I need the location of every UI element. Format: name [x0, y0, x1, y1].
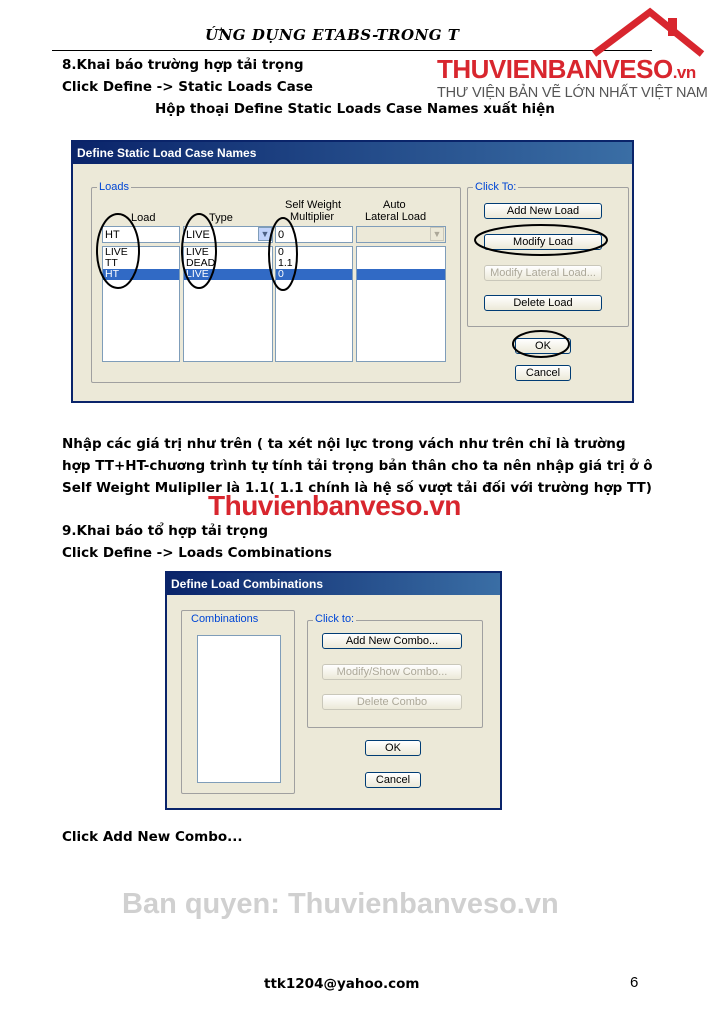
modify-lateral-load-button: Modify Lateral Load... [484, 265, 602, 281]
define-load-combinations-dialog [165, 571, 502, 810]
paragraph-line-2: hợp TT+HT-chương trình tự tính tải trọng bản thân cho ta nên nhập giá trị ở ô [62, 458, 653, 474]
section8-step: Click Define -> Static Loads Case [62, 79, 313, 95]
dialog-title-bar: Define Load Combinations [167, 573, 500, 595]
logo-wordmark: THUVIENBANVESO.vn [437, 54, 696, 84]
modify-show-combo-button: Modify/Show Combo... [322, 664, 462, 680]
load-type-list[interactable] [183, 246, 273, 362]
footer-email: ttk1204@yahoo.com [264, 976, 420, 992]
list-item[interactable]: 0 [276, 269, 352, 280]
section9-step: Click Define -> Loads Combinations [62, 545, 332, 561]
load-name-list[interactable] [102, 246, 180, 362]
list-item[interactable] [357, 258, 445, 269]
list-item[interactable] [357, 269, 445, 280]
house-logo-icon [588, 4, 706, 60]
ok-button[interactable]: OK [365, 740, 421, 756]
col-auto-label-2: Lateral Load [365, 211, 427, 223]
logo-tagline: THƯ VIỆN BẢN VẼ LỚN NHẤT VIỆT NAM [437, 85, 708, 101]
watermark-grey: Ban quyen: Thuvienbanveso.vn [122, 888, 559, 920]
combinations-group-label: Combinations [191, 613, 259, 625]
list-item[interactable]: HT [103, 269, 179, 280]
load-name-input[interactable]: HT [102, 226, 180, 243]
ok-button[interactable]: OK [515, 338, 571, 354]
click-to-group-label: Click To: [475, 181, 517, 193]
list-item[interactable]: LIVE [184, 269, 272, 280]
delete-load-button[interactable]: Delete Load [484, 295, 602, 311]
col-auto-label-1: Auto [383, 199, 406, 211]
col-load-label: Load [131, 212, 156, 224]
col-sw-label-2: Multiplier [290, 211, 335, 223]
list-item[interactable]: 1.1 [278, 258, 293, 269]
page-number: 6 [630, 974, 639, 991]
watermark-red: Thuvienbanveso.vn [208, 490, 461, 521]
chevron-down-icon[interactable]: ▼ [258, 227, 272, 241]
section8-caption: Hộp thoại Define Static Loads Case Names xuất hiện [155, 101, 555, 117]
paragraph-line-1: Nhập các giá trị như trên ( ta xét nội lực trong vách như trên chỉ là trường [62, 436, 626, 452]
list-item[interactable]: DEAD [186, 258, 216, 269]
load-type-select[interactable]: LIVE [183, 226, 273, 243]
list-item[interactable]: TT [105, 258, 118, 269]
col-sw-label-1: Self Weight [285, 199, 342, 211]
click-to-group-label: Click to: [315, 613, 355, 625]
list-item[interactable] [357, 247, 445, 258]
list-item[interactable]: LIVE [186, 247, 209, 258]
self-weight-input[interactable]: 0 [275, 226, 353, 243]
auto-lateral-list[interactable] [356, 246, 446, 362]
section9-heading: 9.Khai báo tổ hợp tải trọng [62, 523, 269, 539]
modify-load-button[interactable]: Modify Load [484, 234, 602, 250]
section8-heading: 8.Khai báo trường hợp tải trọng [62, 57, 304, 73]
add-new-load-button[interactable]: Add New Load [484, 203, 602, 219]
define-static-load-dialog [71, 140, 634, 403]
paragraph-line-3: Self Weight Mulipller là 1.1( 1.1 chính là hệ số vượt tải đối với trường hợp TT) [62, 480, 652, 496]
loads-group-label: Loads [99, 181, 129, 193]
add-new-combo-button[interactable]: Add New Combo... [322, 633, 462, 649]
col-type-label: Type [209, 212, 233, 224]
closing-step: Click Add New Combo... [62, 829, 243, 845]
cancel-button[interactable]: Cancel [365, 772, 421, 788]
dialog-title-bar: Define Static Load Case Names [73, 142, 632, 164]
cancel-button[interactable]: Cancel [515, 365, 571, 381]
running-header: ỨNG DỤNG ETABS-TRONG T [205, 26, 460, 44]
header-rule [52, 50, 652, 51]
combinations-list[interactable] [197, 635, 281, 783]
self-weight-list[interactable] [275, 246, 353, 362]
list-item[interactable]: 0 [278, 247, 284, 258]
list-item[interactable]: LIVE [105, 247, 128, 258]
chevron-down-icon: ▼ [430, 227, 444, 241]
delete-combo-button: Delete Combo [322, 694, 462, 710]
